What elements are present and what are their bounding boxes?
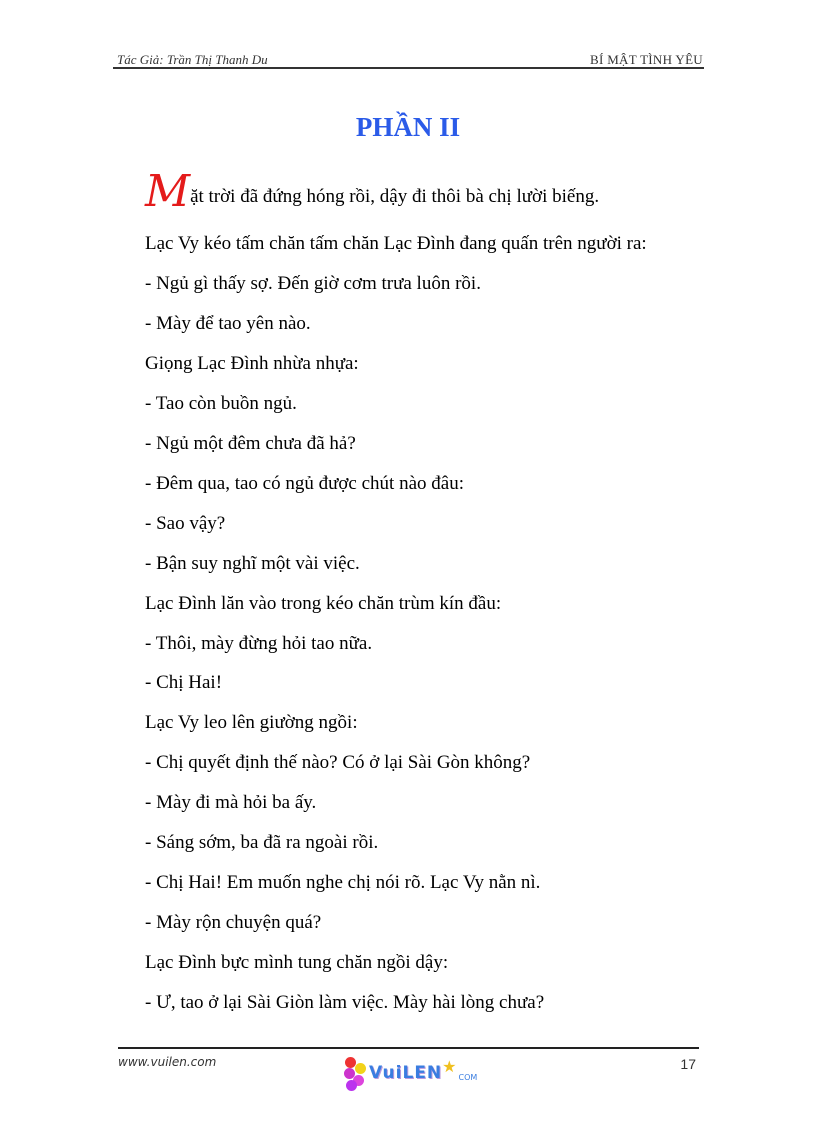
text-line: - Ư, tao ở lại Sài Giòn làm việc. Mày hài lòng chưa? [145, 992, 545, 1014]
text-line: - Thôi, mày đừng hỏi tao nữa. [145, 632, 373, 654]
page-number: 17 [680, 1056, 696, 1072]
text-line: - Bận suy nghĩ một vài việc. [145, 552, 360, 574]
chapter-title: PHẦN II [355, 112, 461, 142]
header-author: Tác Giả: Trần Thị Thanh Du [117, 52, 268, 67]
text-line: - Chị quyết định thế nào? Có ở lại Sài Gòn không? [145, 752, 531, 774]
text-line: - Mày rộn chuyện quá? [145, 912, 322, 934]
text-line: - Sao vậy? [145, 512, 226, 534]
text-line: - Mày để tao yên nào. [145, 312, 311, 334]
flowers-icon [343, 1055, 369, 1091]
vuilen-logo [343, 1053, 493, 1093]
footer-divider [118, 1047, 699, 1049]
text-line: - Tao còn buồn ngủ. [145, 392, 297, 414]
text-line: - Mày đi mà hỏi ba ấy. [145, 792, 317, 814]
first-paragraph-text: ặt trời đã đứng hóng rồi, dậy đi thôi bà chị lười biếng. [190, 186, 600, 207]
text-line: Lạc Vy kéo tấm chăn tấm chăn Lạc Đình đang quấn trên người ra: [145, 233, 647, 254]
text-line: Lạc Đình lăn vào trong kéo chăn trùm kín đầu: [145, 592, 502, 614]
star-icon: ★ [442, 1059, 457, 1076]
drop-cap: M [145, 166, 191, 217]
text-line: - Chị Hai! [145, 672, 223, 694]
text-line: - Sáng sớm, ba đã ra ngoài rồi. [145, 832, 379, 854]
text-line: - Chị Hai! Em muốn nghe chị nói rõ. Lạc Vy nằn nì. [145, 872, 541, 894]
text-line: Lạc Vy leo lên giường ngồi: [145, 712, 358, 734]
header-divider [113, 67, 704, 69]
text-line: Lạc Đình bực mình tung chăn ngồi dậy: [145, 952, 449, 974]
text-line: - Ngủ gì thấy sợ. Đến giờ cơm trưa luôn rồi. [145, 272, 481, 294]
text-line: Giọng Lạc Đình nhừa nhựa: [145, 352, 359, 374]
logo-text: VuiLEN [369, 1063, 443, 1083]
footer-website-link[interactable]: www.vuilen.com [118, 1055, 217, 1069]
text-line: - Đêm qua, tao có ngủ được chút nào đâu: [145, 472, 464, 494]
first-paragraph [145, 166, 600, 217]
text-line: - Ngủ một đêm chưa đã hả? [145, 432, 356, 454]
header-book-title: BÍ MẬT TÌNH YÊU [590, 52, 703, 67]
logo-suffix: COM [458, 1072, 478, 1082]
